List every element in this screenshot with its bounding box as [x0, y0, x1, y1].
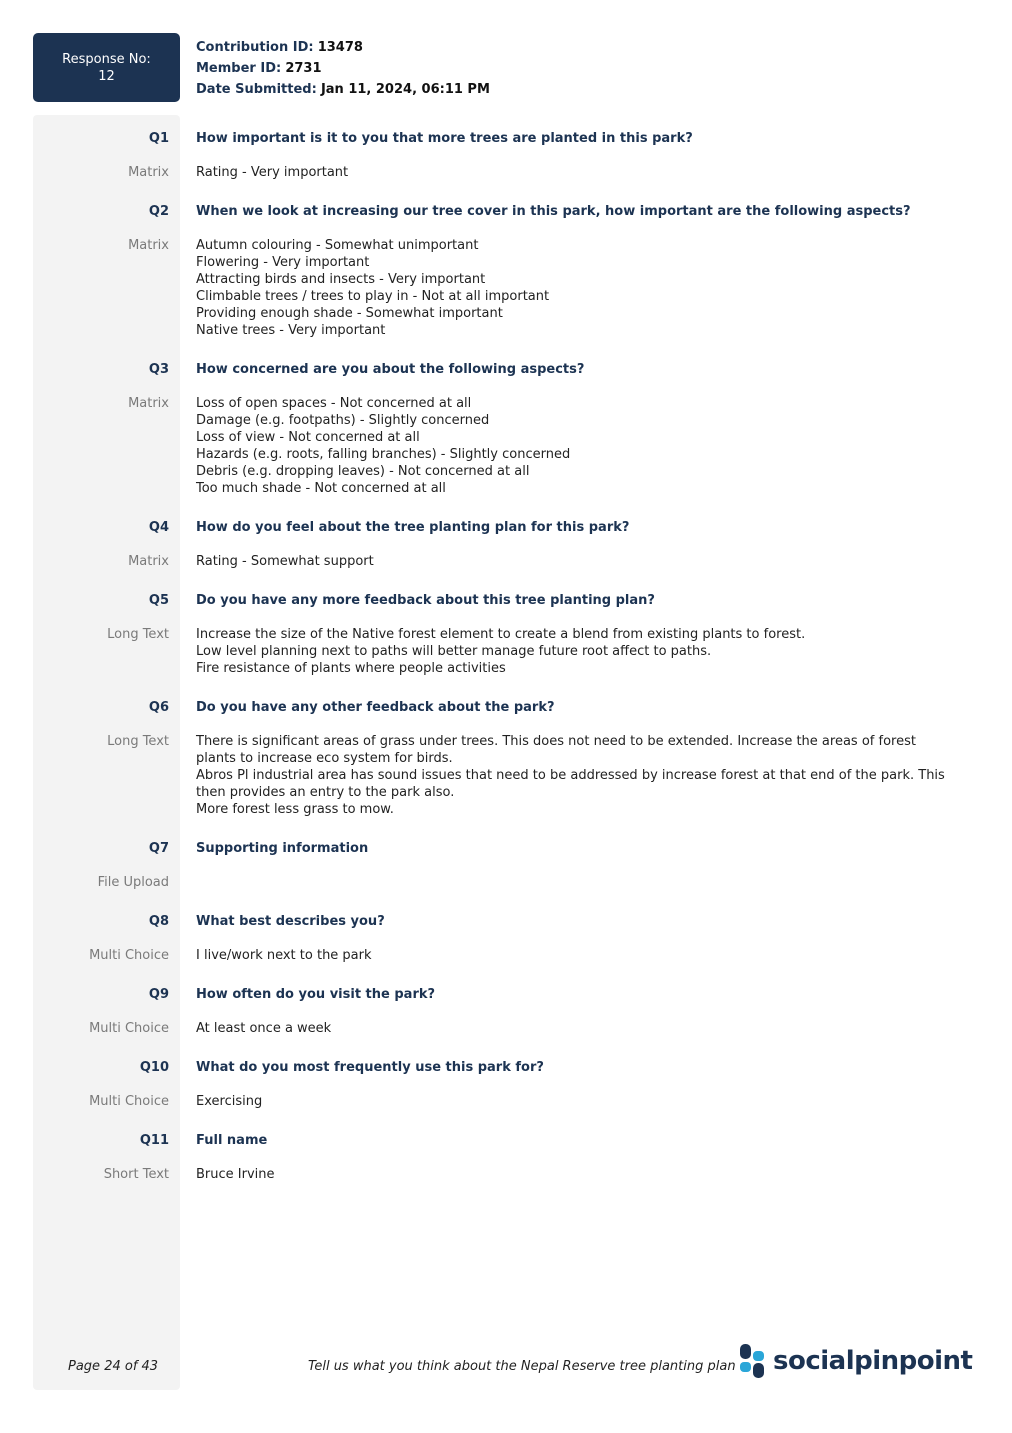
- question-number: Q6: [148, 700, 169, 715]
- question-type: Multi Choice: [89, 1094, 169, 1109]
- answer-list: [196, 164, 946, 181]
- answer-row: [33, 626, 973, 677]
- question-number: Q5: [148, 593, 169, 608]
- answer-line: Flowering - Very important: [196, 255, 370, 270]
- question-header: [33, 840, 973, 858]
- question-type: Matrix: [128, 396, 169, 411]
- contribution-id-value: 13478: [317, 40, 363, 55]
- question-text: How concerned are you about the following aspects?: [196, 362, 585, 377]
- question-number: Q11: [139, 1133, 169, 1148]
- question-header: [33, 986, 973, 1004]
- question-text: What best describes you?: [196, 914, 385, 929]
- answer-line: Exercising: [196, 1094, 263, 1109]
- answer-line: Damage (e.g. footpaths) - Slightly concerned: [196, 413, 490, 428]
- question-type: Matrix: [128, 238, 169, 253]
- answer-line: Debris (e.g. dropping leaves) - Not concerned at all: [196, 464, 530, 479]
- answer-line: Climbable trees / trees to play in - Not at all important: [196, 289, 550, 304]
- answer-row: [33, 1093, 973, 1110]
- answer-list: [196, 947, 946, 964]
- answer-line: Native trees - Very important: [196, 323, 386, 338]
- question-text: When we look at increasing our tree cover in this park, how important are the following aspects?: [196, 204, 911, 219]
- question-text: Supporting information: [196, 841, 369, 856]
- question-block: [33, 203, 973, 339]
- answer-line: Fire resistance of plants where people activities: [196, 661, 506, 676]
- response-number-badge: [33, 33, 180, 102]
- question-text: How important is it to you that more trees are planted in this park?: [196, 131, 693, 146]
- question-block: [33, 913, 973, 964]
- answer-line: At least once a week: [196, 1021, 332, 1036]
- answer-line: Rating - Very important: [196, 165, 349, 180]
- question-list: [33, 130, 973, 1205]
- question-block: [33, 986, 973, 1037]
- answer-line: Autumn colouring - Somewhat unimportant: [196, 238, 479, 253]
- member-id-key: Member ID:: [196, 61, 282, 76]
- question-number: Q7: [148, 841, 169, 856]
- answer-row: [33, 874, 973, 891]
- question-type: File Upload: [97, 875, 169, 890]
- question-type: Matrix: [128, 554, 169, 569]
- answer-line: Bruce Irvine: [196, 1167, 275, 1182]
- question-header: [33, 130, 973, 148]
- answer-row: [33, 164, 973, 181]
- answer-list: [196, 395, 946, 497]
- date-submitted-key: Date Submitted:: [196, 82, 317, 97]
- answer-row: [33, 1166, 973, 1183]
- question-header: [33, 592, 973, 610]
- answer-list: [196, 874, 946, 891]
- contribution-id-key: Contribution ID:: [196, 40, 314, 55]
- question-block: [33, 130, 973, 181]
- answer-line: There is significant areas of grass under trees. This does not need to be extended. Increase the areas of forest plants to increase eco system for birds.: [196, 734, 916, 766]
- question-block: [33, 361, 973, 497]
- question-number: Q2: [148, 204, 169, 219]
- answer-line: Hazards (e.g. roots, falling branches) - Slightly concerned: [196, 447, 571, 462]
- answer-line: Attracting birds and insects - Very important: [196, 272, 486, 287]
- socialpinpoint-logo-icon: [739, 1343, 765, 1379]
- date-submitted-row: [196, 79, 490, 100]
- answer-line: Loss of open spaces - Not concerned at all: [196, 396, 472, 411]
- question-header: [33, 203, 973, 221]
- question-number: Q4: [148, 520, 169, 535]
- response-label: Response No:: [62, 51, 151, 67]
- question-type: Long Text: [107, 734, 169, 749]
- empty-answer: [196, 874, 946, 891]
- question-type: Multi Choice: [89, 1021, 169, 1036]
- question-block: [33, 1059, 973, 1110]
- contribution-id-row: [196, 37, 490, 58]
- answer-line: Rating - Somewhat support: [196, 554, 374, 569]
- question-text: How do you feel about the tree planting plan for this park?: [196, 520, 630, 535]
- question-text: Do you have any more feedback about this tree planting plan?: [196, 593, 655, 608]
- answer-line: I live/work next to the park: [196, 948, 372, 963]
- answer-line: Abros Pl industrial area has sound issues that need to be addressed by increase forest at that end of the park. This then provides an entry to the park also.: [196, 768, 945, 800]
- question-number: Q1: [148, 131, 169, 146]
- answer-list: [196, 1020, 946, 1037]
- answer-list: [196, 626, 946, 677]
- question-text: What do you most frequently use this park for?: [196, 1060, 544, 1075]
- question-number: Q9: [148, 987, 169, 1002]
- answer-line: Loss of view - Not concerned at all: [196, 430, 420, 445]
- logo-text: socialpinpoint: [773, 1346, 973, 1376]
- answer-row: [33, 395, 973, 497]
- member-id-row: [196, 58, 490, 79]
- question-header: [33, 913, 973, 931]
- question-type: Matrix: [128, 165, 169, 180]
- question-header: [33, 699, 973, 717]
- answer-list: [196, 237, 946, 339]
- question-number: Q10: [139, 1060, 169, 1075]
- question-block: [33, 1132, 973, 1183]
- question-type: Long Text: [107, 627, 169, 642]
- answer-line: Increase the size of the Native forest element to create a blend from existing plants to forest.: [196, 627, 806, 642]
- answer-line: More forest less grass to mow.: [196, 802, 394, 817]
- question-text: How often do you visit the park?: [196, 987, 436, 1002]
- question-header: [33, 1059, 973, 1077]
- page-number: Page 24 of 43: [68, 1359, 159, 1374]
- question-header: [33, 1132, 973, 1150]
- answer-row: [33, 1020, 973, 1037]
- question-block: [33, 592, 973, 677]
- answer-row: [33, 733, 973, 818]
- answer-row: [33, 947, 973, 964]
- response-meta: [196, 37, 490, 100]
- question-header: [33, 519, 973, 537]
- socialpinpoint-logo: [739, 1343, 972, 1379]
- question-text: Do you have any other feedback about the park?: [196, 700, 555, 715]
- question-number: Q8: [148, 914, 169, 929]
- question-number: Q3: [148, 362, 169, 377]
- survey-title: Tell us what you think about the Nepal Reserve tree planting plan: [308, 1359, 736, 1374]
- question-block: [33, 699, 973, 818]
- member-id-value: 2731: [285, 61, 322, 76]
- answer-row: [33, 553, 973, 570]
- question-block: [33, 519, 973, 570]
- answer-list: [196, 1093, 946, 1110]
- response-number: 12: [98, 68, 115, 84]
- answer-line: Providing enough shade - Somewhat important: [196, 306, 503, 321]
- answer-list: [196, 553, 946, 570]
- answer-list: [196, 1166, 946, 1183]
- answer-line: Low level planning next to paths will better manage future root affect to paths.: [196, 644, 712, 659]
- question-header: [33, 361, 973, 379]
- answer-list: [196, 733, 946, 818]
- answer-line: Too much shade - Not concerned at all: [196, 481, 446, 496]
- question-block: [33, 840, 973, 891]
- question-type: Multi Choice: [89, 948, 169, 963]
- answer-row: [33, 237, 973, 339]
- date-submitted-value: Jan 11, 2024, 06:11 PM: [320, 82, 490, 97]
- question-text: Full name: [196, 1133, 268, 1148]
- question-type: Short Text: [103, 1167, 169, 1182]
